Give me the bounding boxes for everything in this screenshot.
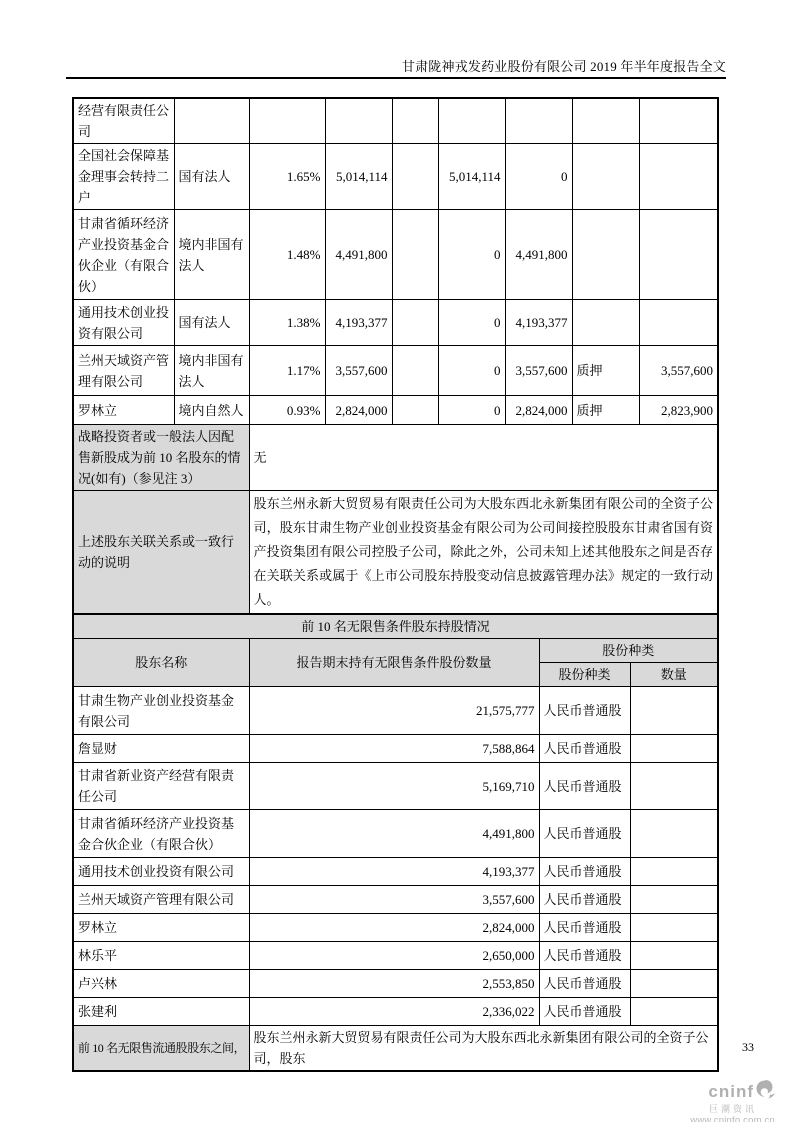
table-row xyxy=(73,942,718,970)
cell-change xyxy=(392,98,438,144)
cell-shareholder-name: 兰州天域资产管理有限公司 xyxy=(73,346,174,396)
cell-quantity xyxy=(630,914,718,942)
cell-change xyxy=(392,144,438,210)
cell-pledge-qty xyxy=(639,144,718,210)
table-row xyxy=(73,614,718,639)
col-header-shareholder-name: 股东名称 xyxy=(73,639,249,687)
cell-quantity xyxy=(630,998,718,1026)
cell-shareholder-name: 詹显财 xyxy=(73,735,249,763)
cell-shareholder-nature: 国有法人 xyxy=(174,300,249,346)
cell-pledge-qty xyxy=(639,98,718,144)
cell-quantity xyxy=(630,763,718,810)
cell-unrestricted-amount: 2,553,850 xyxy=(249,970,539,998)
table-row xyxy=(73,300,718,346)
cell-quantity xyxy=(630,970,718,998)
table-row xyxy=(73,1026,718,1072)
col-header-unrestricted-amount: 报告期末持有无限售条件股份数量 xyxy=(249,639,539,687)
cell-quantity xyxy=(630,735,718,763)
unrestricted-footer-value: 股东兰州永新大贸贸易有限责任公司为大股东西北永新集团有限公司的全资子公司，股东 xyxy=(249,1026,718,1072)
cell-unrestricted-amount: 4,193,377 xyxy=(249,858,539,886)
cell-pledge-qty xyxy=(639,300,718,346)
unrestricted-footer-label: 前 10 名无限售流通股股东之间， xyxy=(73,1026,249,1072)
cninfo-brand: cninf xyxy=(708,1082,754,1101)
cell-hold-shares: 4,193,377 xyxy=(325,300,392,346)
cell-shareholder-name: 罗林立 xyxy=(73,914,249,942)
cell-change xyxy=(392,346,438,396)
tables-container xyxy=(72,97,717,1072)
page-header-title: 甘肃陇神戎发药业股份有限公司 2019 年半年度报告全文 xyxy=(401,59,726,74)
table-row xyxy=(73,886,718,914)
cninfo-swirl-icon xyxy=(755,1080,775,1104)
cell-restricted-shares: 0 xyxy=(438,396,505,425)
cell-restricted-shares: 5,014,114 xyxy=(438,144,505,210)
cell-pledge-qty: 3,557,600 xyxy=(639,346,718,396)
cell-share-class: 人民币普通股 xyxy=(539,810,630,858)
cell-unrestricted-amount: 2,650,000 xyxy=(249,942,539,970)
cell-shareholder-name: 通用技术创业投资有限公司 xyxy=(73,300,174,346)
cell-unrestricted-shares: 2,824,000 xyxy=(505,396,572,425)
cell-shareholder-name: 全国社会保障基金理事会转持二户 xyxy=(73,144,174,210)
table-row xyxy=(73,639,718,663)
cell-hold-percent: 1.65% xyxy=(249,144,325,210)
cell-share-class: 人民币普通股 xyxy=(539,970,630,998)
cell-unrestricted-shares: 3,557,600 xyxy=(505,346,572,396)
table-row xyxy=(73,970,718,998)
cell-quantity xyxy=(630,886,718,914)
cell-unrestricted-amount: 2,336,022 xyxy=(249,998,539,1026)
table-row xyxy=(73,763,718,810)
header-divider xyxy=(66,77,726,79)
cell-hold-percent: 1.48% xyxy=(249,210,325,300)
cell-pledge-status: 质押 xyxy=(572,396,639,425)
cell-unrestricted-amount: 5,169,710 xyxy=(249,763,539,810)
cell-pledge-status: 质押 xyxy=(572,346,639,396)
cell-quantity xyxy=(630,687,718,735)
cell-hold-shares: 2,824,000 xyxy=(325,396,392,425)
table-row xyxy=(73,735,718,763)
cell-change xyxy=(392,210,438,300)
cell-hold-shares xyxy=(325,98,392,144)
cell-shareholder-name: 经营有限责任公司 xyxy=(73,98,174,144)
cell-restricted-shares: 0 xyxy=(438,300,505,346)
table-row xyxy=(73,396,718,425)
table-row xyxy=(73,858,718,886)
cell-shareholder-name: 甘肃省循环经济产业投资基金合伙企业（有限合伙） xyxy=(73,210,174,300)
relation-statement-label: 上述股东关联关系或一致行动的说明 xyxy=(73,491,249,615)
cell-unrestricted-shares: 4,491,800 xyxy=(505,210,572,300)
cell-hold-percent xyxy=(249,98,325,144)
top10-unrestricted-shareholders-table xyxy=(72,613,719,1072)
table-row xyxy=(73,491,718,615)
cell-pledge-status xyxy=(572,144,639,210)
table-row xyxy=(73,914,718,942)
cell-unrestricted-shares: 0 xyxy=(505,144,572,210)
cell-pledge-qty xyxy=(639,210,718,300)
cell-hold-percent: 0.93% xyxy=(249,396,325,425)
cell-pledge-status xyxy=(572,98,639,144)
cell-share-class: 人民币普通股 xyxy=(539,687,630,735)
cell-change xyxy=(392,396,438,425)
cell-hold-shares: 4,491,800 xyxy=(325,210,392,300)
cell-hold-percent: 1.38% xyxy=(249,300,325,346)
cell-quantity xyxy=(630,858,718,886)
cell-shareholder-nature: 境内自然人 xyxy=(174,396,249,425)
cell-unrestricted-shares: 4,193,377 xyxy=(505,300,572,346)
strategic-investor-value: 无 xyxy=(249,425,718,491)
cell-restricted-shares xyxy=(438,98,505,144)
cell-pledge-qty: 2,823,900 xyxy=(639,396,718,425)
table-row xyxy=(73,810,718,858)
cell-change xyxy=(392,300,438,346)
cell-share-class: 人民币普通股 xyxy=(539,763,630,810)
cell-unrestricted-amount: 3,557,600 xyxy=(249,886,539,914)
cell-shareholder-name: 张建利 xyxy=(73,998,249,1026)
cninfo-brand-row xyxy=(665,1080,775,1104)
table-row xyxy=(73,144,718,210)
cell-hold-shares: 5,014,114 xyxy=(325,144,392,210)
cell-shareholder-name: 甘肃省循环经济产业投资基金合伙企业（有限合伙） xyxy=(73,810,249,858)
strategic-investor-label: 战略投资者或一般法人因配售新股成为前 10 名股东的情况(如有)（参见注 3） xyxy=(73,425,249,491)
cell-share-class: 人民币普通股 xyxy=(539,914,630,942)
top10-shareholders-table xyxy=(72,97,719,615)
cell-quantity xyxy=(630,942,718,970)
cell-shareholder-name: 甘肃生物产业创业投资基金有限公司 xyxy=(73,687,249,735)
table-row xyxy=(73,687,718,735)
cell-pledge-status xyxy=(572,210,639,300)
section-title-unrestricted-holders: 前 10 名无限售条件股东持股情况 xyxy=(73,614,718,639)
table-row xyxy=(73,210,718,300)
cell-hold-percent: 1.17% xyxy=(249,346,325,396)
cell-shareholder-name: 甘肃省新业资产经营有限责任公司 xyxy=(73,763,249,810)
cell-share-class: 人民币普通股 xyxy=(539,735,630,763)
cell-unrestricted-amount: 21,575,777 xyxy=(249,687,539,735)
cell-shareholder-name: 林乐平 xyxy=(73,942,249,970)
cell-restricted-shares: 0 xyxy=(438,210,505,300)
cell-quantity xyxy=(630,810,718,858)
cell-share-class: 人民币普通股 xyxy=(539,998,630,1026)
cell-unrestricted-amount: 2,824,000 xyxy=(249,914,539,942)
cell-shareholder-name: 罗林立 xyxy=(73,396,174,425)
cell-pledge-status xyxy=(572,300,639,346)
col-header-share-class: 股份种类 xyxy=(539,663,630,687)
cell-shareholder-nature: 境内非国有法人 xyxy=(174,346,249,396)
page-number: 33 xyxy=(742,1040,754,1054)
table-row xyxy=(73,998,718,1026)
cell-shareholder-name: 兰州天域资产管理有限公司 xyxy=(73,886,249,914)
table-row xyxy=(73,425,718,491)
col-header-quantity: 数量 xyxy=(630,663,718,687)
table-row xyxy=(73,346,718,396)
cell-unrestricted-amount: 7,588,864 xyxy=(249,735,539,763)
cell-restricted-shares: 0 xyxy=(438,346,505,396)
cell-share-class: 人民币普通股 xyxy=(539,858,630,886)
cell-share-class: 人民币普通股 xyxy=(539,886,630,914)
cell-shareholder-nature xyxy=(174,98,249,144)
cninfo-brand-cn: 巨潮资讯 xyxy=(708,1104,757,1114)
cell-share-class: 人民币普通股 xyxy=(539,942,630,970)
cell-unrestricted-shares xyxy=(505,98,572,144)
cell-hold-shares: 3,557,600 xyxy=(325,346,392,396)
table-row xyxy=(73,98,718,144)
relation-statement-value: 股东兰州永新大贸贸易有限责任公司为大股东西北永新集团有限公司的全资子公司，股东甘肃生物产业创业投资基金有限公司为公司间接控股股东甘肃省国有资产投资集团有限公司控股子公司，除此之外，公司未知上述其他股东之间是否存在关联关系或属于《上市公司股东持股变动信息披露管理办法》规定的一致行动人。 xyxy=(249,491,718,615)
cninfo-logo xyxy=(665,1080,775,1122)
col-header-share-class-group: 股份种类 xyxy=(539,639,718,663)
cninfo-url: www.cninfo.com.cn xyxy=(690,1115,775,1122)
cell-shareholder-nature: 国有法人 xyxy=(174,144,249,210)
cell-shareholder-name: 通用技术创业投资有限公司 xyxy=(73,858,249,886)
cell-unrestricted-amount: 4,491,800 xyxy=(249,810,539,858)
cell-shareholder-nature: 境内非国有法人 xyxy=(174,210,249,300)
cell-shareholder-name: 卢兴林 xyxy=(73,970,249,998)
